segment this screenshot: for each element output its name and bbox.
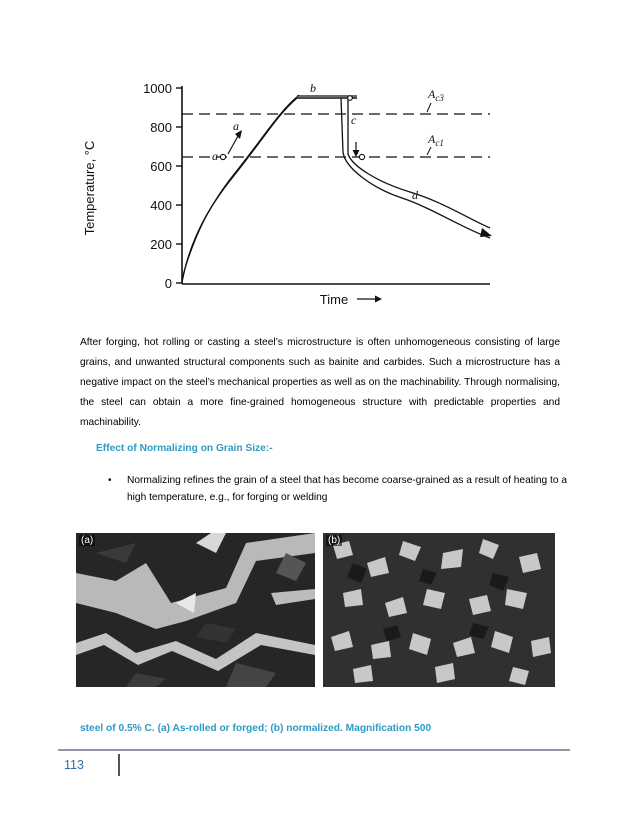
ac3-leader: [427, 103, 431, 112]
y-ticks: [176, 88, 182, 283]
micrograph-normalized: [323, 533, 555, 687]
y-tick-label: 1000: [143, 81, 172, 96]
heating-direction-arrow-icon: [228, 130, 242, 154]
diagram-svg: [72, 70, 502, 310]
curve-label-a: a: [212, 149, 218, 163]
cooling-end-arrow-icon: [480, 228, 492, 237]
y-tick-label: 200: [150, 237, 172, 252]
micrograph-as-rolled: [76, 533, 315, 687]
intersection-marker: [220, 154, 225, 159]
y-axis-label: Temperature, °C: [82, 140, 97, 236]
micrograph-a-image: [76, 533, 315, 687]
cooling-curve-edge: [348, 98, 490, 228]
micrograph-a-label: (a): [81, 535, 94, 546]
bullet-icon: •: [108, 475, 112, 486]
micrograph-b-image: [323, 533, 555, 687]
page-number-divider: [118, 754, 120, 776]
heating-curve: [182, 98, 357, 282]
cooling-direction-arrow-icon: [353, 142, 360, 157]
micrograph-b-label: (b): [328, 535, 341, 546]
intersection-marker: [348, 96, 353, 101]
curve-label-d: d: [412, 188, 418, 202]
figure-caption: steel of 0.5% C. (a) As-rolled or forged; (b) normalized. Magnification 500: [80, 723, 432, 734]
bullet-item: [108, 472, 568, 506]
footer-rule: [58, 749, 570, 751]
section-heading: Effect of Normalizing on Grain Size:-: [96, 443, 273, 454]
x-axis-arrow-icon: [357, 296, 382, 303]
curve-label-c: c: [351, 113, 357, 127]
normalizing-diagram: [72, 70, 502, 310]
curve-label-a-upper: a: [233, 119, 239, 133]
page-number: 113: [64, 758, 84, 772]
ac3-label: $A_{c3}$: [428, 87, 444, 103]
ac1-leader: [427, 147, 431, 155]
bullet-text: Normalizing refines the grain of a steel that has become coarse-grained as a result of heating to a high temperature, e.g., for forging or welding: [127, 475, 568, 503]
heating-curve-edge: [182, 95, 299, 278]
y-tick-label: 600: [150, 159, 172, 174]
body-paragraph: After forging, hot rolling or casting a steel’s microstructure is often unhomogeneous consisting of large grains, and unwanted structural components such as bainite and carbides. Such a microstructure has a negative impact on the steel’s mechanical properties as well as on the machinability. Through normalising, the steel can obtain a more fine-grained homogeneous structure with predictable properties and machinability.: [80, 337, 560, 428]
y-tick-label: 400: [150, 198, 172, 213]
y-tick-label: 800: [150, 120, 172, 135]
intersection-marker: [359, 154, 364, 159]
y-tick-label: 0: [164, 276, 172, 291]
x-axis-label: Time: [319, 292, 349, 307]
ac1-label: $A_{c1}$: [428, 132, 444, 148]
curve-label-b: b: [310, 81, 316, 95]
